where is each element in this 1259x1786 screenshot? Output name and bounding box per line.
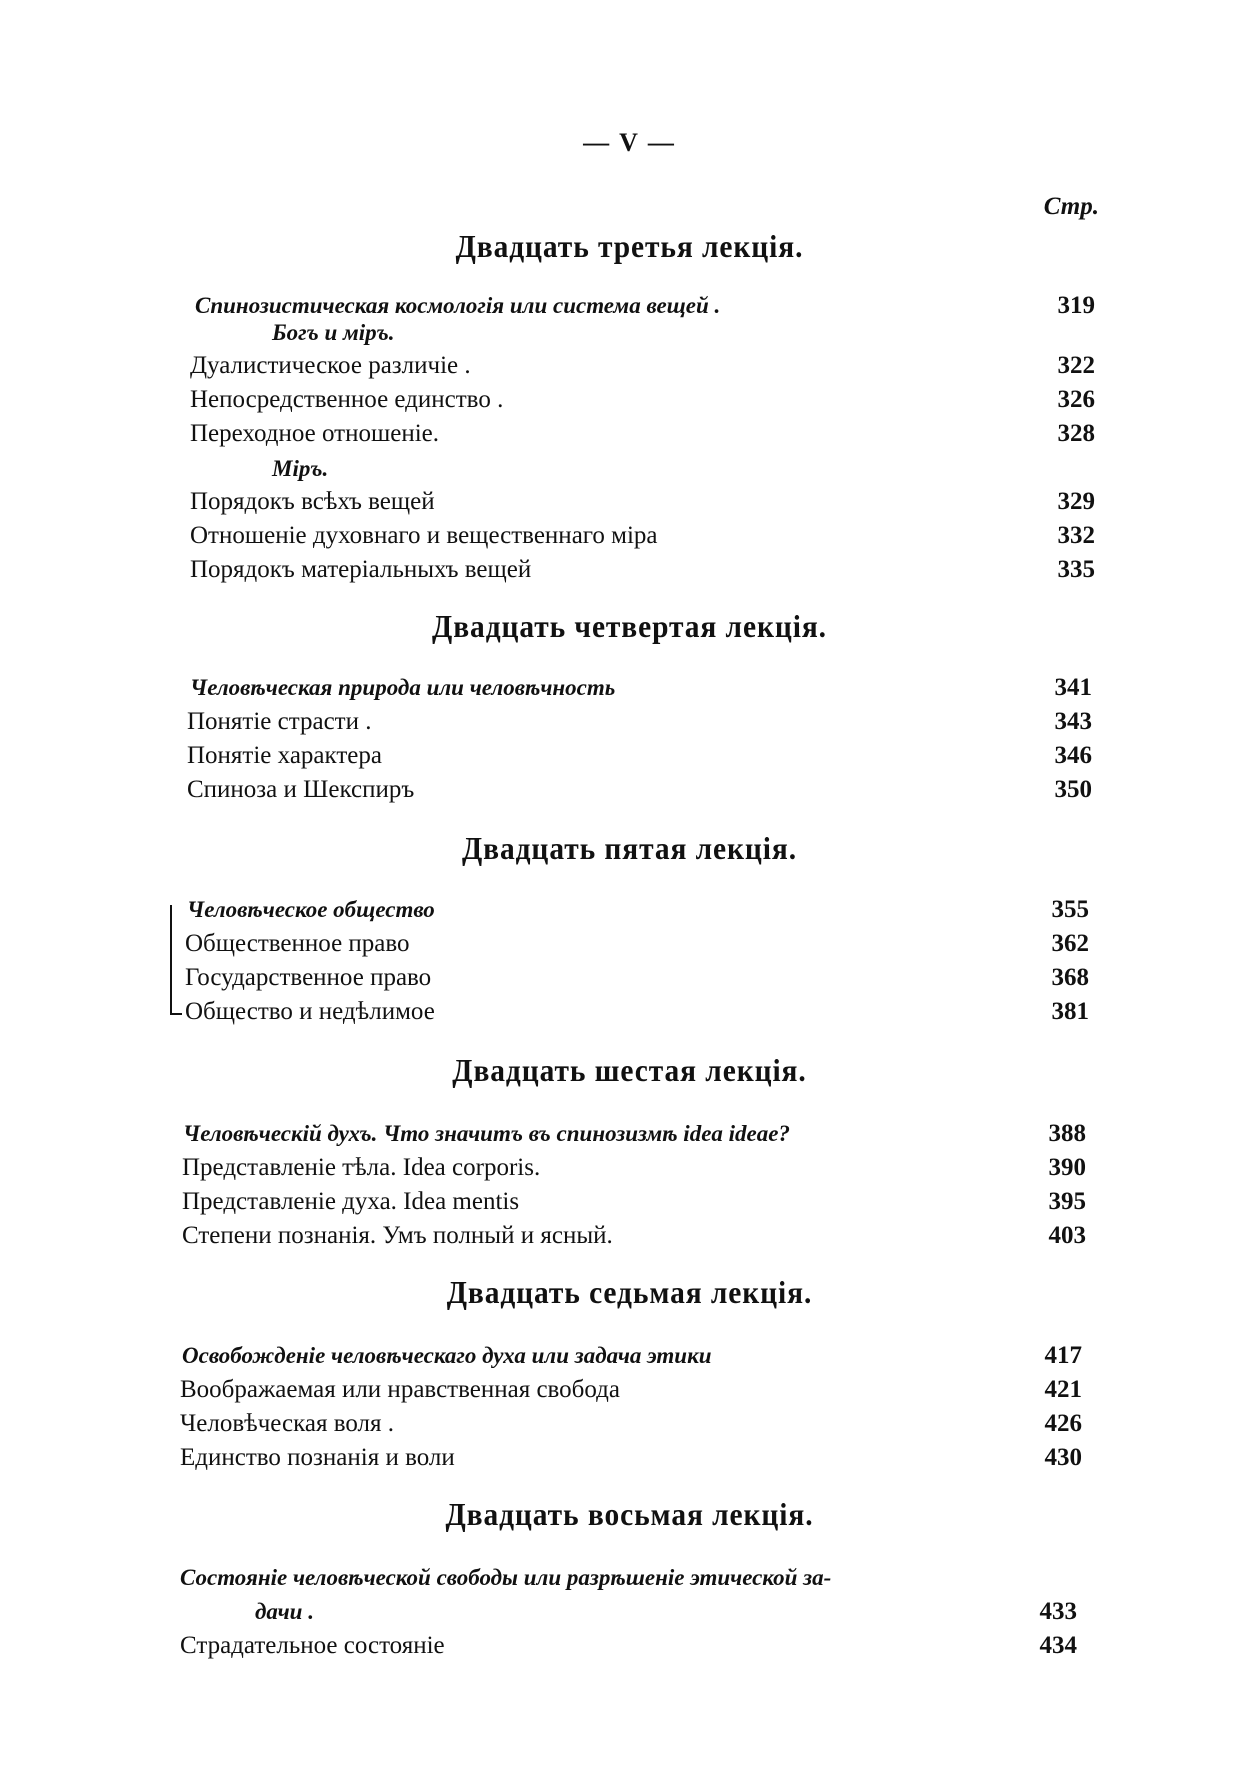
toc-entry[interactable]	[190, 554, 1095, 586]
toc-entry[interactable]	[190, 486, 1095, 518]
toc-entry-page: 319	[1057, 292, 1095, 319]
section-heading: Двадцать шестая лекція.	[452, 1052, 807, 1088]
toc-entry-page: 326	[1057, 386, 1095, 413]
toc-entry[interactable]	[190, 520, 1095, 552]
toc-entry-page: 329	[1057, 488, 1095, 515]
toc-entry-title: Представленіе духа. Idea mentis	[182, 1188, 520, 1215]
toc-entry[interactable]	[187, 774, 1092, 806]
toc-entry-title: Представленіе тѣла. Idea corporis.	[182, 1154, 541, 1181]
toc-entry-page: 395	[1048, 1188, 1086, 1215]
toc-entry-page: 388	[1048, 1120, 1086, 1147]
toc-entry-title: Понятіе страсти .	[187, 708, 372, 735]
section-heading: Двадцать седьмая лекція.	[446, 1274, 813, 1310]
toc-entry-title: Человѣческая воля .	[180, 1410, 394, 1437]
toc-entry[interactable]	[180, 1374, 1082, 1406]
toc-entry-page: 381	[1051, 998, 1089, 1025]
toc-entry-title: дачи .	[255, 1599, 314, 1624]
toc-entry[interactable]	[182, 1220, 1086, 1252]
toc-entry[interactable]	[180, 1562, 1080, 1594]
toc-entry-title: Понятіе характера	[187, 742, 382, 769]
toc-entry[interactable]	[185, 928, 1089, 960]
toc-entry[interactable]	[183, 1118, 1086, 1150]
toc-entry-title: Отношеніе духовнаго и вещественнаго міра	[190, 522, 658, 549]
toc-entry-title: Человѣческая природа или человѣчность	[190, 675, 616, 700]
toc-entry-title: Дуалистическое различіе .	[190, 352, 471, 379]
toc-entry-title: Переходное отношеніе.	[190, 420, 439, 447]
toc-entry-title: Непосредственное единство .	[190, 386, 504, 413]
toc-entry-page: 322	[1057, 352, 1095, 379]
toc-entry-title: Общество и недѣлимое	[185, 998, 435, 1025]
toc-entry-title: Единство познанія и воли	[180, 1444, 455, 1471]
page-number: — V —	[583, 128, 676, 157]
toc-subheading: Богъ и міръ.	[272, 320, 395, 345]
section-heading: Двадцать пятая лекція.	[461, 830, 797, 866]
toc-entry-title: Страдательное состояніе	[180, 1632, 445, 1659]
toc-entry-title: Спинозистическая космологія или система вещей .	[195, 293, 721, 318]
toc-entry-title: Общественное право	[185, 930, 410, 957]
toc-entry-page: 433	[1039, 1598, 1077, 1625]
toc-entry-page: 328	[1057, 420, 1095, 447]
toc-entry-page: 434	[1039, 1632, 1077, 1659]
toc-entry-page: 335	[1057, 556, 1095, 583]
toc-entry-title: Спиноза и Шекспиръ	[187, 776, 415, 803]
toc-entry-title: Воображаемая или нравственная свобода	[180, 1376, 620, 1403]
toc-entry-title: Человѣческое общество	[187, 897, 435, 922]
toc-entry[interactable]	[187, 706, 1092, 738]
toc-entry[interactable]	[182, 1186, 1086, 1218]
toc-entry-page: 343	[1054, 708, 1092, 735]
toc-entry-title: Государственное право	[185, 964, 432, 991]
toc-entry-page: 421	[1044, 1376, 1082, 1403]
toc-entry-page: 346	[1054, 742, 1092, 769]
toc-entry-page: 350	[1054, 776, 1092, 803]
toc-entry[interactable]	[185, 996, 1089, 1028]
toc-entry[interactable]	[190, 384, 1095, 416]
toc-entry-title: Порядокъ матеріальныхъ вещей	[190, 556, 532, 583]
toc-entry[interactable]	[180, 1630, 1077, 1662]
toc-entry[interactable]	[182, 1340, 1082, 1372]
toc-entry-page: 341	[1054, 674, 1092, 701]
toc-entry-title: Состояніе человѣческой свободы или разрѣшеніе этической за-	[180, 1565, 832, 1590]
toc-entry[interactable]	[255, 1596, 1077, 1628]
page-column-header: Стр.	[1043, 193, 1099, 220]
toc-entry-page: 390	[1048, 1154, 1086, 1181]
toc-entry[interactable]	[190, 672, 1092, 704]
toc-entry-page: 426	[1044, 1410, 1082, 1437]
toc-entry-page: 368	[1051, 964, 1089, 991]
toc-entry-title: Степени познанія. Умъ полный и ясный.	[182, 1222, 613, 1249]
toc-entry-title: Человѣческій духъ. Что значитъ въ спинозизмѣ idea ideae?	[183, 1121, 790, 1146]
toc-entry[interactable]	[182, 1152, 1086, 1184]
toc-entry-page: 332	[1057, 522, 1095, 549]
toc-entry-page: 417	[1044, 1342, 1082, 1369]
toc-entry[interactable]	[190, 350, 1095, 382]
toc-entry[interactable]	[180, 1442, 1082, 1474]
section-heading: Двадцать восьмая лекція.	[445, 1496, 814, 1532]
toc-entry-page: 430	[1044, 1444, 1082, 1471]
toc-entry[interactable]	[187, 894, 1089, 926]
toc-entry-title: Порядокъ всѣхъ вещей	[190, 488, 435, 515]
toc-entry[interactable]	[190, 418, 1095, 450]
section-heading: Двадцать четвертая лекція.	[432, 608, 827, 644]
toc-entry-page: 403	[1048, 1222, 1086, 1249]
toc-entry[interactable]	[187, 740, 1092, 772]
toc-entry-page: 362	[1051, 930, 1089, 957]
toc-entry-page: 355	[1051, 896, 1089, 923]
margin-bracket-mark	[170, 905, 182, 1015]
section-heading: Двадцать третья лекція.	[455, 228, 804, 264]
toc-entry[interactable]	[180, 1408, 1082, 1440]
toc-subheading: Міръ.	[272, 456, 329, 481]
toc-entry[interactable]	[185, 962, 1089, 994]
toc-entry-title: Освобожденіе человѣческаго духа или задача этики	[182, 1343, 712, 1368]
